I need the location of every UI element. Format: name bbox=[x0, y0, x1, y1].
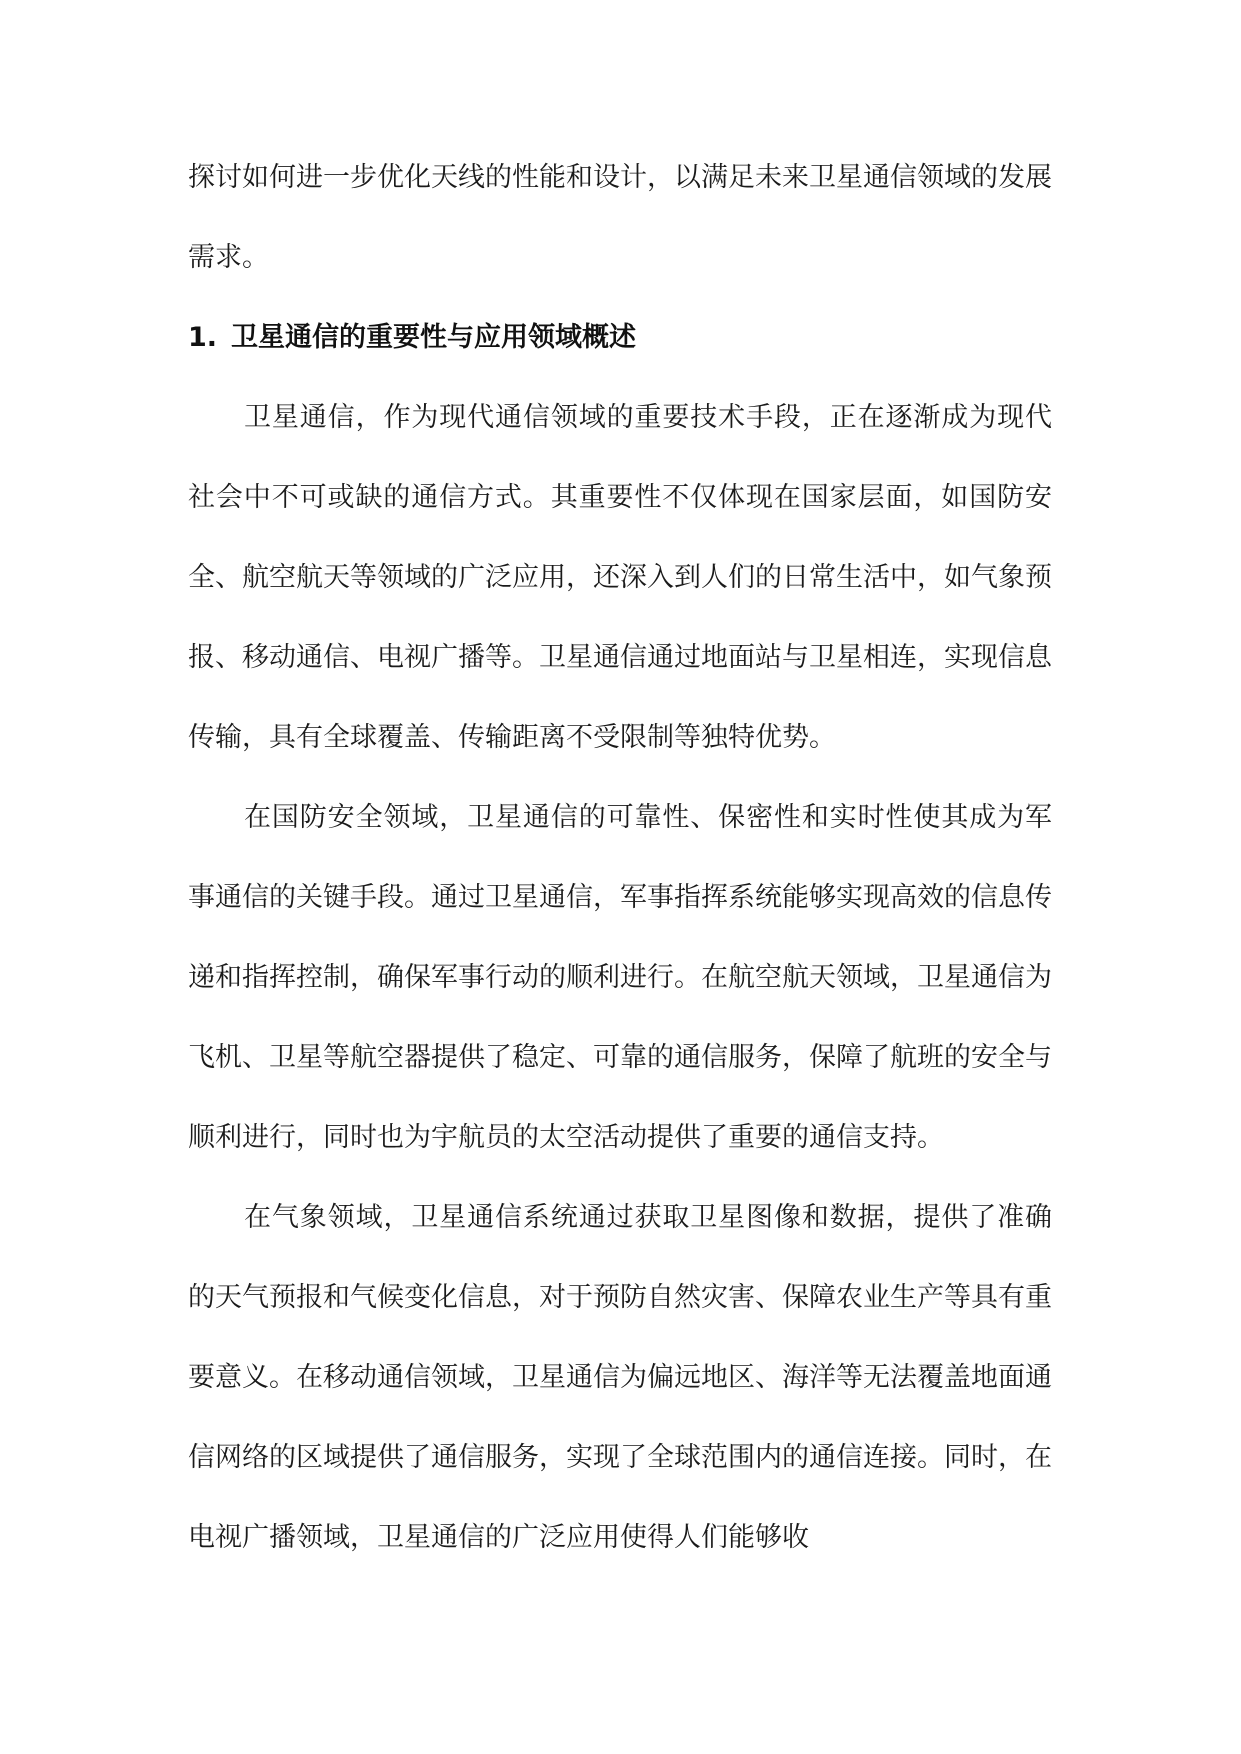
section-title: 卫星通信的重要性与应用领域概述 bbox=[231, 322, 637, 353]
continuation-paragraph: 探讨如何进一步优化天线的性能和设计，以满足未来卫星通信领域的发展需求。 bbox=[188, 162, 1052, 273]
paragraph: 卫星通信，作为现代通信领域的重要技术手段，正在逐渐成为现代社会中不可或缺的通信方式。其重要性不仅体现在国家层面，如国防安全、航空航天等领域的广泛应用，还深入到人们的日常生活中，如气象预报、移动通信、电视广播等。卫星通信通过地面站与卫星相连，实现信息传输，具有全球覆盖、传输距离不受限制等独特优势。 bbox=[188, 402, 1052, 753]
section-number: 1. bbox=[188, 322, 218, 353]
section-heading bbox=[188, 298, 1052, 378]
body-text bbox=[188, 138, 1052, 1578]
paragraph: 在国防安全领域，卫星通信的可靠性、保密性和实时性使其成为军事通信的关键手段。通过卫星通信，军事指挥系统能够实现高效的信息传递和指挥控制，确保军事行动的顺利进行。在航空航天领域，卫星通信为飞机、卫星等航空器提供了稳定、可靠的通信服务，保障了航班的安全与顺利进行，同时也为宇航员的太空活动提供了重要的通信支持。 bbox=[188, 802, 1052, 1153]
paragraph: 在气象领域，卫星通信系统通过获取卫星图像和数据，提供了准确的天气预报和气候变化信息，对于预防自然灾害、保障农业生产等具有重要意义。在移动通信领域，卫星通信为偏远地区、海洋等无法覆盖地面通信网络的区域提供了通信服务，实现了全球范围内的通信连接。同时，在电视广播领域，卫星通信的广泛应用使得人们能够收 bbox=[188, 1202, 1052, 1553]
